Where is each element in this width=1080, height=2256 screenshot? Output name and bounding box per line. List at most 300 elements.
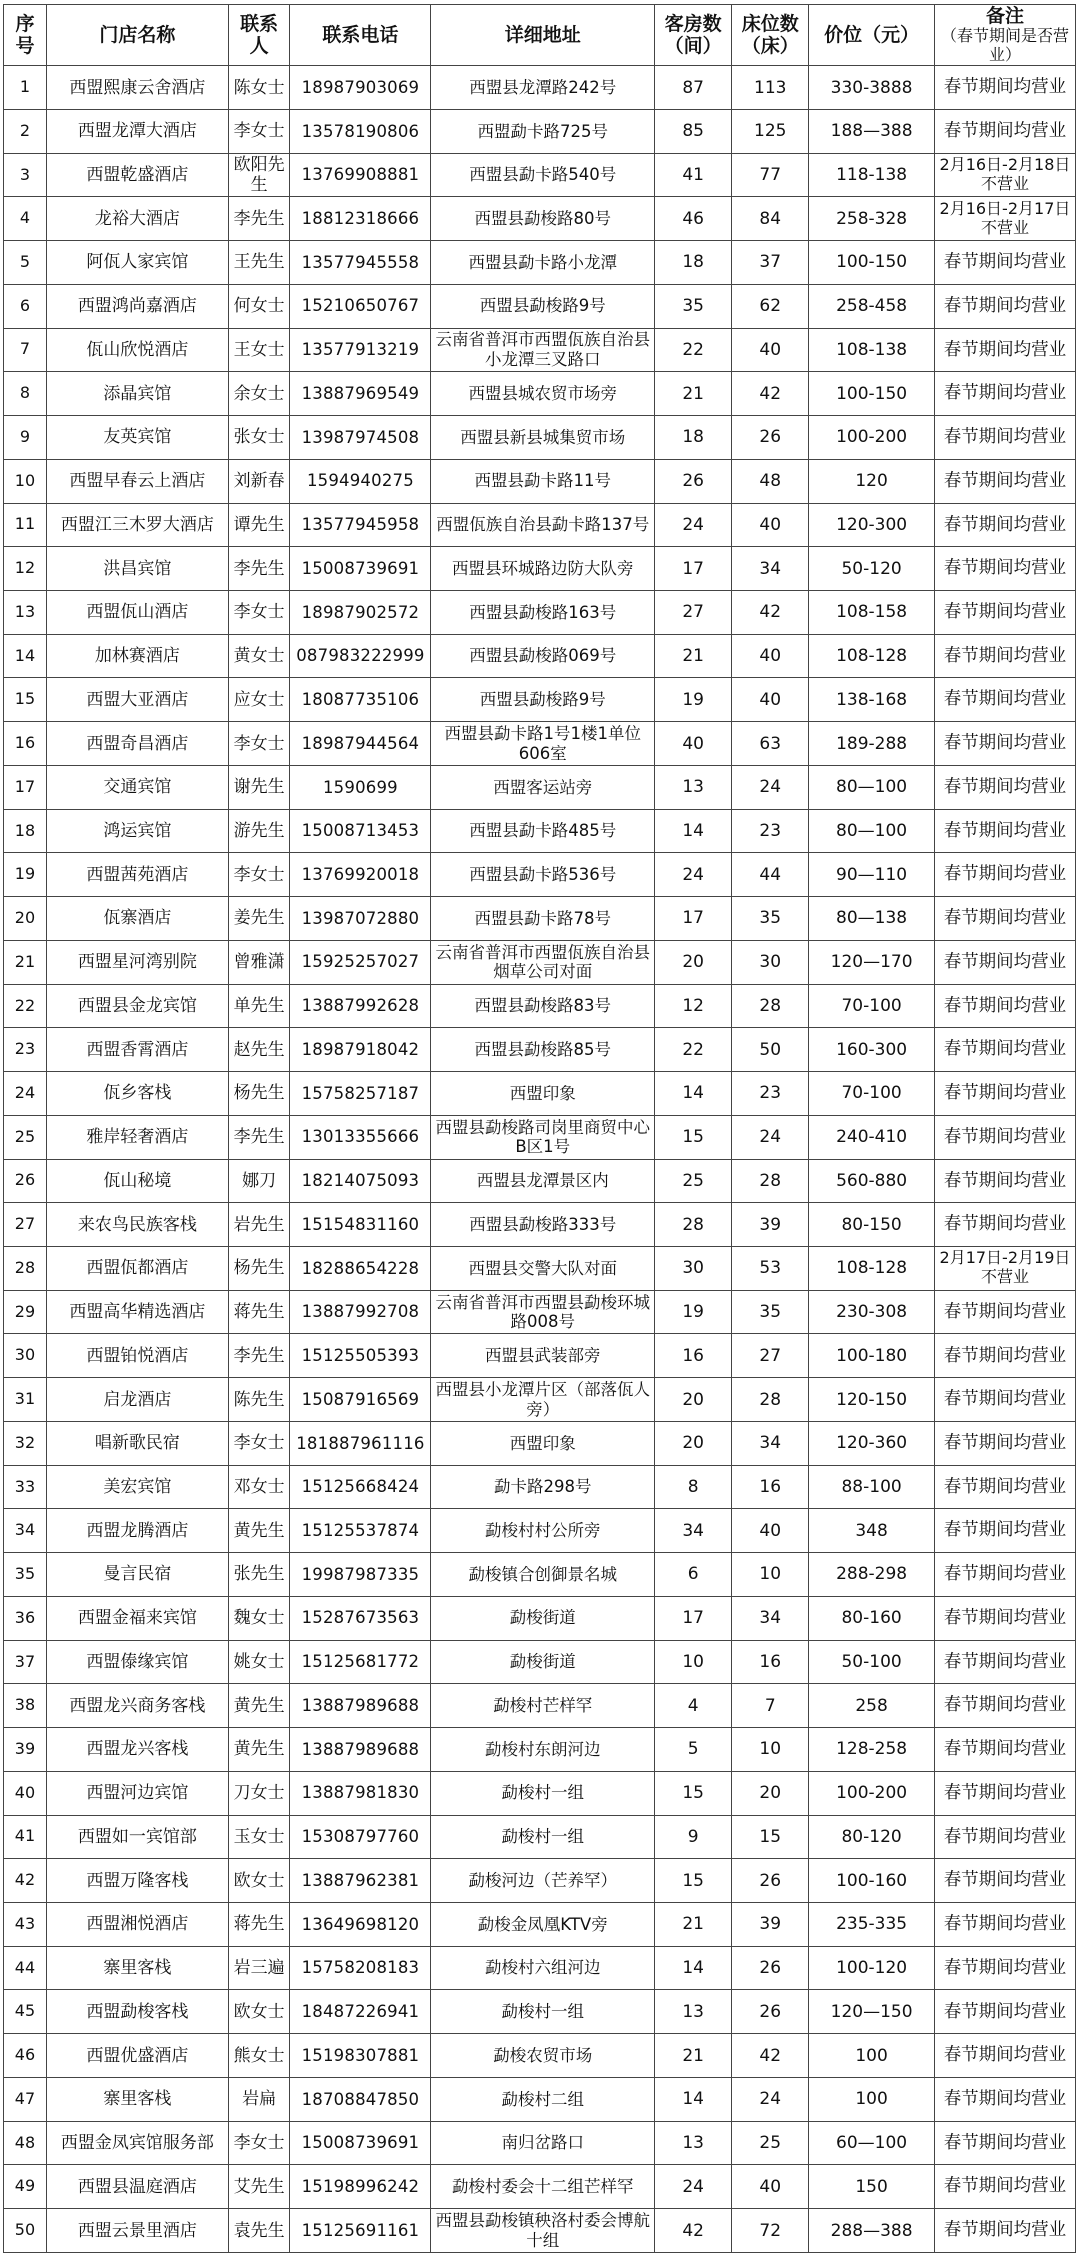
cell-phone: 13887969549 [290, 372, 431, 416]
header-note-title: 备注 [985, 5, 1024, 27]
cell-index: 17 [4, 765, 47, 809]
cell-rooms: 27 [655, 590, 732, 634]
cell-price: 88-100 [809, 1465, 935, 1509]
cell-phone: 15758208183 [290, 1946, 431, 1990]
cell-beds: 34 [732, 1596, 809, 1640]
cell-phone: 13887992628 [290, 984, 431, 1028]
cell-phone: 18214075093 [290, 1159, 431, 1203]
header-phone: 联系电话 [290, 5, 431, 66]
cell-store-name: 来农鸟民族客栈 [46, 1203, 228, 1247]
cell-note: 春节期间均营业 [934, 1728, 1075, 1772]
cell-rooms: 25 [655, 1159, 732, 1203]
cell-rooms: 9 [655, 1815, 732, 1859]
cell-price: 80-120 [809, 1815, 935, 1859]
cell-rooms: 30 [655, 1246, 732, 1290]
cell-contact: 谭先生 [228, 503, 290, 547]
table-row [4, 109, 1076, 153]
cell-contact: 陈先生 [228, 1378, 290, 1422]
cell-note: 春节期间均营业 [934, 1465, 1075, 1509]
cell-rooms: 28 [655, 1203, 732, 1247]
cell-store-name: 佤寨酒店 [46, 897, 228, 941]
cell-price: 80—138 [809, 897, 935, 941]
cell-store-name: 西盟佤都酒店 [46, 1246, 228, 1290]
cell-store-name: 曼言民宿 [46, 1553, 228, 1597]
cell-index: 41 [4, 1815, 47, 1859]
cell-address: 西盟县勐卡路78号 [431, 897, 655, 941]
cell-note: 春节期间均营业 [934, 1990, 1075, 2034]
cell-store-name: 西盟如一宾馆部 [46, 1815, 228, 1859]
cell-beds: 42 [732, 2034, 809, 2078]
cell-address: 南归岔路口 [431, 2121, 655, 2165]
cell-index: 9 [4, 416, 47, 460]
cell-contact: 陈女士 [228, 66, 290, 110]
cell-phone: 18987903069 [290, 66, 431, 110]
cell-beds: 63 [732, 722, 809, 766]
cell-contact: 娜刀 [228, 1159, 290, 1203]
cell-note: 春节期间均营业 [934, 459, 1075, 503]
cell-note: 春节期间均营业 [934, 1771, 1075, 1815]
cell-rooms: 12 [655, 984, 732, 1028]
cell-contact: 李女士 [228, 722, 290, 766]
cell-address: 西盟县勐梭路069号 [431, 634, 655, 678]
cell-address: 勐梭河边（芒养罕） [431, 1859, 655, 1903]
cell-address: 勐梭村一组 [431, 1771, 655, 1815]
cell-address: 西盟县龙潭景区内 [431, 1159, 655, 1203]
cell-store-name: 西盟龙兴客栈 [46, 1728, 228, 1772]
table-row [4, 1815, 1076, 1859]
cell-beds: 26 [732, 1946, 809, 1990]
cell-address: 勐梭村委会十二组芒样罕 [431, 2165, 655, 2209]
header-price: 价位（元） [809, 5, 935, 66]
cell-index: 21 [4, 940, 47, 984]
cell-rooms: 17 [655, 897, 732, 941]
cell-address: 西盟县勐梭路83号 [431, 984, 655, 1028]
cell-phone: 13887962381 [290, 1859, 431, 1903]
cell-index: 13 [4, 590, 47, 634]
cell-contact: 李先生 [228, 547, 290, 591]
cell-price: 108-128 [809, 1246, 935, 1290]
cell-note: 春节期间均营业 [934, 2209, 1075, 2253]
cell-address: 西盟县城农贸市场旁 [431, 372, 655, 416]
cell-address: 西盟县勐卡路536号 [431, 853, 655, 897]
cell-store-name: 西盟河边宾馆 [46, 1771, 228, 1815]
cell-rooms: 20 [655, 940, 732, 984]
table-row [4, 1334, 1076, 1378]
cell-contact: 王先生 [228, 241, 290, 285]
cell-rooms: 34 [655, 1509, 732, 1553]
cell-price: 240-410 [809, 1115, 935, 1159]
cell-rooms: 46 [655, 197, 732, 241]
cell-contact: 李女士 [228, 109, 290, 153]
cell-contact: 游先生 [228, 809, 290, 853]
table-row [4, 2034, 1076, 2078]
cell-note: 春节期间均营业 [934, 1203, 1075, 1247]
cell-store-name: 加林赛酒店 [46, 634, 228, 678]
table-row [4, 2209, 1076, 2253]
cell-index: 20 [4, 897, 47, 941]
cell-rooms: 26 [655, 459, 732, 503]
cell-store-name: 西盟金凤宾馆服务部 [46, 2121, 228, 2165]
cell-rooms: 40 [655, 722, 732, 766]
cell-index: 39 [4, 1728, 47, 1772]
cell-price: 188—388 [809, 109, 935, 153]
cell-phone: 1594940275 [290, 459, 431, 503]
cell-contact: 岩三遍 [228, 1946, 290, 1990]
cell-store-name: 西盟高华精选酒店 [46, 1290, 228, 1334]
cell-note: 春节期间均营业 [934, 66, 1075, 110]
cell-index: 47 [4, 2077, 47, 2121]
cell-phone: 15008739691 [290, 547, 431, 591]
cell-phone: 15154831160 [290, 1203, 431, 1247]
cell-address: 勐梭村芒样罕 [431, 1684, 655, 1728]
cell-store-name: 西盟香霄酒店 [46, 1028, 228, 1072]
cell-index: 43 [4, 1903, 47, 1947]
cell-note: 2月17日-2月19日不营业 [934, 1246, 1075, 1290]
cell-address: 勐梭街道 [431, 1596, 655, 1640]
cell-contact: 赵先生 [228, 1028, 290, 1072]
cell-beds: 23 [732, 1072, 809, 1116]
cell-note: 春节期间均营业 [934, 722, 1075, 766]
cell-contact: 单先生 [228, 984, 290, 1028]
cell-price: 120 [809, 459, 935, 503]
cell-rooms: 41 [655, 153, 732, 197]
table-row [4, 853, 1076, 897]
cell-note: 春节期间均营业 [934, 940, 1075, 984]
cell-rooms: 87 [655, 66, 732, 110]
cell-store-name: 佤山欣悦酒店 [46, 328, 228, 372]
cell-price: 120—150 [809, 1990, 935, 2034]
cell-index: 8 [4, 372, 47, 416]
header-contact: 联系人 [228, 5, 290, 66]
cell-beds: 40 [732, 634, 809, 678]
cell-price: 120—170 [809, 940, 935, 984]
table-row [4, 1421, 1076, 1465]
table-row [4, 809, 1076, 853]
table-row [4, 1903, 1076, 1947]
cell-price: 330-3888 [809, 66, 935, 110]
cell-store-name: 西盟县金龙宾馆 [46, 984, 228, 1028]
cell-contact: 欧女士 [228, 1990, 290, 2034]
cell-store-name: 西盟乾盛酒店 [46, 153, 228, 197]
cell-rooms: 21 [655, 1903, 732, 1947]
cell-price: 100 [809, 2077, 935, 2121]
table-row [4, 2165, 1076, 2209]
cell-price: 80—100 [809, 809, 935, 853]
table-row [4, 2077, 1076, 2121]
cell-address: 西盟县勐梭路80号 [431, 197, 655, 241]
table-row [4, 1684, 1076, 1728]
cell-contact: 李先生 [228, 1334, 290, 1378]
cell-beds: 15 [732, 1815, 809, 1859]
cell-contact: 何女士 [228, 284, 290, 328]
table-row [4, 1990, 1076, 2034]
cell-index: 23 [4, 1028, 47, 1072]
cell-index: 36 [4, 1596, 47, 1640]
cell-phone: 13577913219 [290, 328, 431, 372]
cell-price: 160-300 [809, 1028, 935, 1072]
cell-contact: 李女士 [228, 590, 290, 634]
cell-rooms: 22 [655, 1028, 732, 1072]
cell-contact: 袁先生 [228, 2209, 290, 2253]
cell-price: 288—388 [809, 2209, 935, 2253]
cell-rooms: 17 [655, 547, 732, 591]
cell-note: 春节期间均营业 [934, 1859, 1075, 1903]
cell-rooms: 6 [655, 1553, 732, 1597]
cell-note: 春节期间均营业 [934, 2165, 1075, 2209]
cell-price: 288-298 [809, 1553, 935, 1597]
cell-address: 西盟印象 [431, 1421, 655, 1465]
table-row [4, 1859, 1076, 1903]
cell-phone: 15198996242 [290, 2165, 431, 2209]
cell-index: 31 [4, 1378, 47, 1422]
table-row [4, 1946, 1076, 1990]
cell-note: 春节期间均营业 [934, 1290, 1075, 1334]
cell-note: 春节期间均营业 [934, 1334, 1075, 1378]
cell-phone: 18987902572 [290, 590, 431, 634]
cell-contact: 邓女士 [228, 1465, 290, 1509]
cell-note: 春节期间均营业 [934, 328, 1075, 372]
cell-beds: 28 [732, 1159, 809, 1203]
cell-price: 50-100 [809, 1640, 935, 1684]
cell-index: 16 [4, 722, 47, 766]
cell-note: 春节期间均营业 [934, 2034, 1075, 2078]
cell-contact: 姚女士 [228, 1640, 290, 1684]
cell-price: 560-880 [809, 1159, 935, 1203]
cell-beds: 28 [732, 984, 809, 1028]
cell-index: 6 [4, 284, 47, 328]
cell-address: 勐卡路298号 [431, 1465, 655, 1509]
cell-index: 5 [4, 241, 47, 285]
cell-price: 100 [809, 2034, 935, 2078]
cell-contact: 魏女士 [228, 1596, 290, 1640]
cell-phone: 13769920018 [290, 853, 431, 897]
cell-store-name: 佤乡客栈 [46, 1072, 228, 1116]
cell-note: 春节期间均营业 [934, 1946, 1075, 1990]
cell-price: 70-100 [809, 984, 935, 1028]
cell-index: 48 [4, 2121, 47, 2165]
cell-beds: 7 [732, 1684, 809, 1728]
cell-price: 108-158 [809, 590, 935, 634]
cell-note: 春节期间均营业 [934, 1553, 1075, 1597]
cell-store-name: 友英宾馆 [46, 416, 228, 460]
cell-index: 49 [4, 2165, 47, 2209]
cell-note: 春节期间均营业 [934, 809, 1075, 853]
cell-store-name: 西盟大亚酒店 [46, 678, 228, 722]
cell-contact: 蒋先生 [228, 1903, 290, 1947]
cell-index: 1 [4, 66, 47, 110]
cell-note: 春节期间均营业 [934, 897, 1075, 941]
cell-contact: 李先生 [228, 1115, 290, 1159]
cell-phone: 181887961116 [290, 1421, 431, 1465]
cell-store-name: 阿佤人家宾馆 [46, 241, 228, 285]
cell-address: 西盟县勐梭路333号 [431, 1203, 655, 1247]
cell-price: 138-168 [809, 678, 935, 722]
cell-beds: 113 [732, 66, 809, 110]
cell-index: 24 [4, 1072, 47, 1116]
cell-phone: 15125691161 [290, 2209, 431, 2253]
cell-address: 勐梭村一组 [431, 1990, 655, 2034]
cell-note: 春节期间均营业 [934, 1115, 1075, 1159]
table-row [4, 897, 1076, 941]
cell-phone: 13887989688 [290, 1728, 431, 1772]
cell-beds: 39 [732, 1903, 809, 1947]
cell-address: 勐梭村东朗河边 [431, 1728, 655, 1772]
cell-beds: 35 [732, 1290, 809, 1334]
table-row [4, 1028, 1076, 1072]
cell-contact: 玉女士 [228, 1815, 290, 1859]
cell-rooms: 21 [655, 2034, 732, 2078]
cell-index: 3 [4, 153, 47, 197]
cell-price: 230-308 [809, 1290, 935, 1334]
cell-rooms: 14 [655, 809, 732, 853]
cell-rooms: 18 [655, 241, 732, 285]
cell-price: 235-335 [809, 1903, 935, 1947]
cell-store-name: 西盟龙兴商务客栈 [46, 1684, 228, 1728]
cell-note: 春节期间均营业 [934, 1378, 1075, 1422]
cell-index: 40 [4, 1771, 47, 1815]
cell-contact: 张先生 [228, 1553, 290, 1597]
cell-phone: 15008713453 [290, 809, 431, 853]
cell-index: 33 [4, 1465, 47, 1509]
cell-note: 春节期间均营业 [934, 241, 1075, 285]
cell-beds: 24 [732, 1115, 809, 1159]
header-beds: 床位数（床） [732, 5, 809, 66]
cell-index: 46 [4, 2034, 47, 2078]
cell-phone: 18987918042 [290, 1028, 431, 1072]
cell-rooms: 15 [655, 1859, 732, 1903]
cell-note: 春节期间均营业 [934, 2077, 1075, 2121]
table-row [4, 66, 1076, 110]
table-row [4, 1072, 1076, 1116]
cell-index: 34 [4, 1509, 47, 1553]
header-row [4, 5, 1076, 66]
cell-index: 19 [4, 853, 47, 897]
cell-store-name: 西盟鸿尚嘉酒店 [46, 284, 228, 328]
table-row [4, 459, 1076, 503]
table-row [4, 1509, 1076, 1553]
cell-address: 西盟县武装部旁 [431, 1334, 655, 1378]
cell-rooms: 13 [655, 1990, 732, 2034]
cell-rooms: 21 [655, 372, 732, 416]
cell-rooms: 15 [655, 1771, 732, 1815]
cell-contact: 岩扁 [228, 2077, 290, 2121]
cell-store-name: 西盟万隆客栈 [46, 1859, 228, 1903]
cell-phone: 15087916569 [290, 1378, 431, 1422]
cell-phone: 18708847850 [290, 2077, 431, 2121]
table-row [4, 634, 1076, 678]
cell-store-name: 西盟铂悦酒店 [46, 1334, 228, 1378]
cell-contact: 杨先生 [228, 1072, 290, 1116]
cell-price: 60—100 [809, 2121, 935, 2165]
table-row [4, 1465, 1076, 1509]
cell-store-name: 美宏宾馆 [46, 1465, 228, 1509]
cell-price: 118-138 [809, 153, 935, 197]
table-row [4, 2121, 1076, 2165]
cell-address: 西盟县环城路边防大队旁 [431, 547, 655, 591]
cell-beds: 16 [732, 1640, 809, 1684]
cell-phone: 18087735106 [290, 678, 431, 722]
table-row [4, 372, 1076, 416]
cell-beds: 26 [732, 1859, 809, 1903]
cell-contact: 艾先生 [228, 2165, 290, 2209]
table-row [4, 197, 1076, 241]
cell-beds: 25 [732, 2121, 809, 2165]
cell-beds: 48 [732, 459, 809, 503]
cell-index: 30 [4, 1334, 47, 1378]
cell-phone: 15210650767 [290, 284, 431, 328]
cell-phone: 13578190806 [290, 109, 431, 153]
cell-beds: 53 [732, 1246, 809, 1290]
cell-address: 西盟县勐卡路485号 [431, 809, 655, 853]
cell-note: 2月16日-2月17日不营业 [934, 197, 1075, 241]
cell-contact: 姜先生 [228, 897, 290, 941]
cell-address: 勐梭镇合创御景名城 [431, 1553, 655, 1597]
cell-price: 258 [809, 1684, 935, 1728]
cell-store-name: 西盟勐梭客栈 [46, 1990, 228, 2034]
cell-store-name: 交通宾馆 [46, 765, 228, 809]
cell-address: 勐梭农贸市场 [431, 2034, 655, 2078]
cell-phone: 15125505393 [290, 1334, 431, 1378]
cell-price: 100-180 [809, 1334, 935, 1378]
cell-store-name: 西盟湘悦酒店 [46, 1903, 228, 1947]
cell-beds: 10 [732, 1728, 809, 1772]
table-row [4, 765, 1076, 809]
cell-contact: 黄女士 [228, 634, 290, 678]
cell-store-name: 西盟熙康云舍酒店 [46, 66, 228, 110]
cell-note: 春节期间均营业 [934, 1421, 1075, 1465]
header-idx: 序号 [4, 5, 47, 66]
cell-address: 西盟勐卡路725号 [431, 109, 655, 153]
cell-phone: 15125681772 [290, 1640, 431, 1684]
cell-store-name: 雅岸轻奢酒店 [46, 1115, 228, 1159]
cell-address: 西盟县勐卡路小龙潭 [431, 241, 655, 285]
cell-price: 50-120 [809, 547, 935, 591]
cell-price: 100-150 [809, 372, 935, 416]
cell-address: 西盟县勐卡路1号1楼1单位606室 [431, 722, 655, 766]
cell-index: 11 [4, 503, 47, 547]
cell-beds: 84 [732, 197, 809, 241]
cell-beds: 16 [732, 1465, 809, 1509]
cell-index: 38 [4, 1684, 47, 1728]
cell-price: 150 [809, 2165, 935, 2209]
cell-beds: 39 [732, 1203, 809, 1247]
cell-price: 100-120 [809, 1946, 935, 1990]
cell-beds: 40 [732, 328, 809, 372]
cell-index: 2 [4, 109, 47, 153]
cell-note: 春节期间均营业 [934, 678, 1075, 722]
table-row [4, 678, 1076, 722]
cell-beds: 42 [732, 590, 809, 634]
cell-index: 14 [4, 634, 47, 678]
cell-note: 春节期间均营业 [934, 1072, 1075, 1116]
table-row [4, 153, 1076, 197]
cell-phone: 13769908881 [290, 153, 431, 197]
cell-rooms: 35 [655, 284, 732, 328]
cell-phone: 13987974508 [290, 416, 431, 460]
cell-beds: 24 [732, 2077, 809, 2121]
header-rooms: 客房数（间） [655, 5, 732, 66]
cell-phone: 13577945558 [290, 241, 431, 285]
cell-phone: 13649698120 [290, 1903, 431, 1947]
cell-rooms: 10 [655, 1640, 732, 1684]
cell-contact: 李女士 [228, 853, 290, 897]
cell-price: 128-258 [809, 1728, 935, 1772]
cell-price: 120-300 [809, 503, 935, 547]
cell-store-name: 西盟龙腾酒店 [46, 1509, 228, 1553]
cell-index: 32 [4, 1421, 47, 1465]
cell-note: 春节期间均营业 [934, 1815, 1075, 1859]
table-body [4, 66, 1076, 2253]
